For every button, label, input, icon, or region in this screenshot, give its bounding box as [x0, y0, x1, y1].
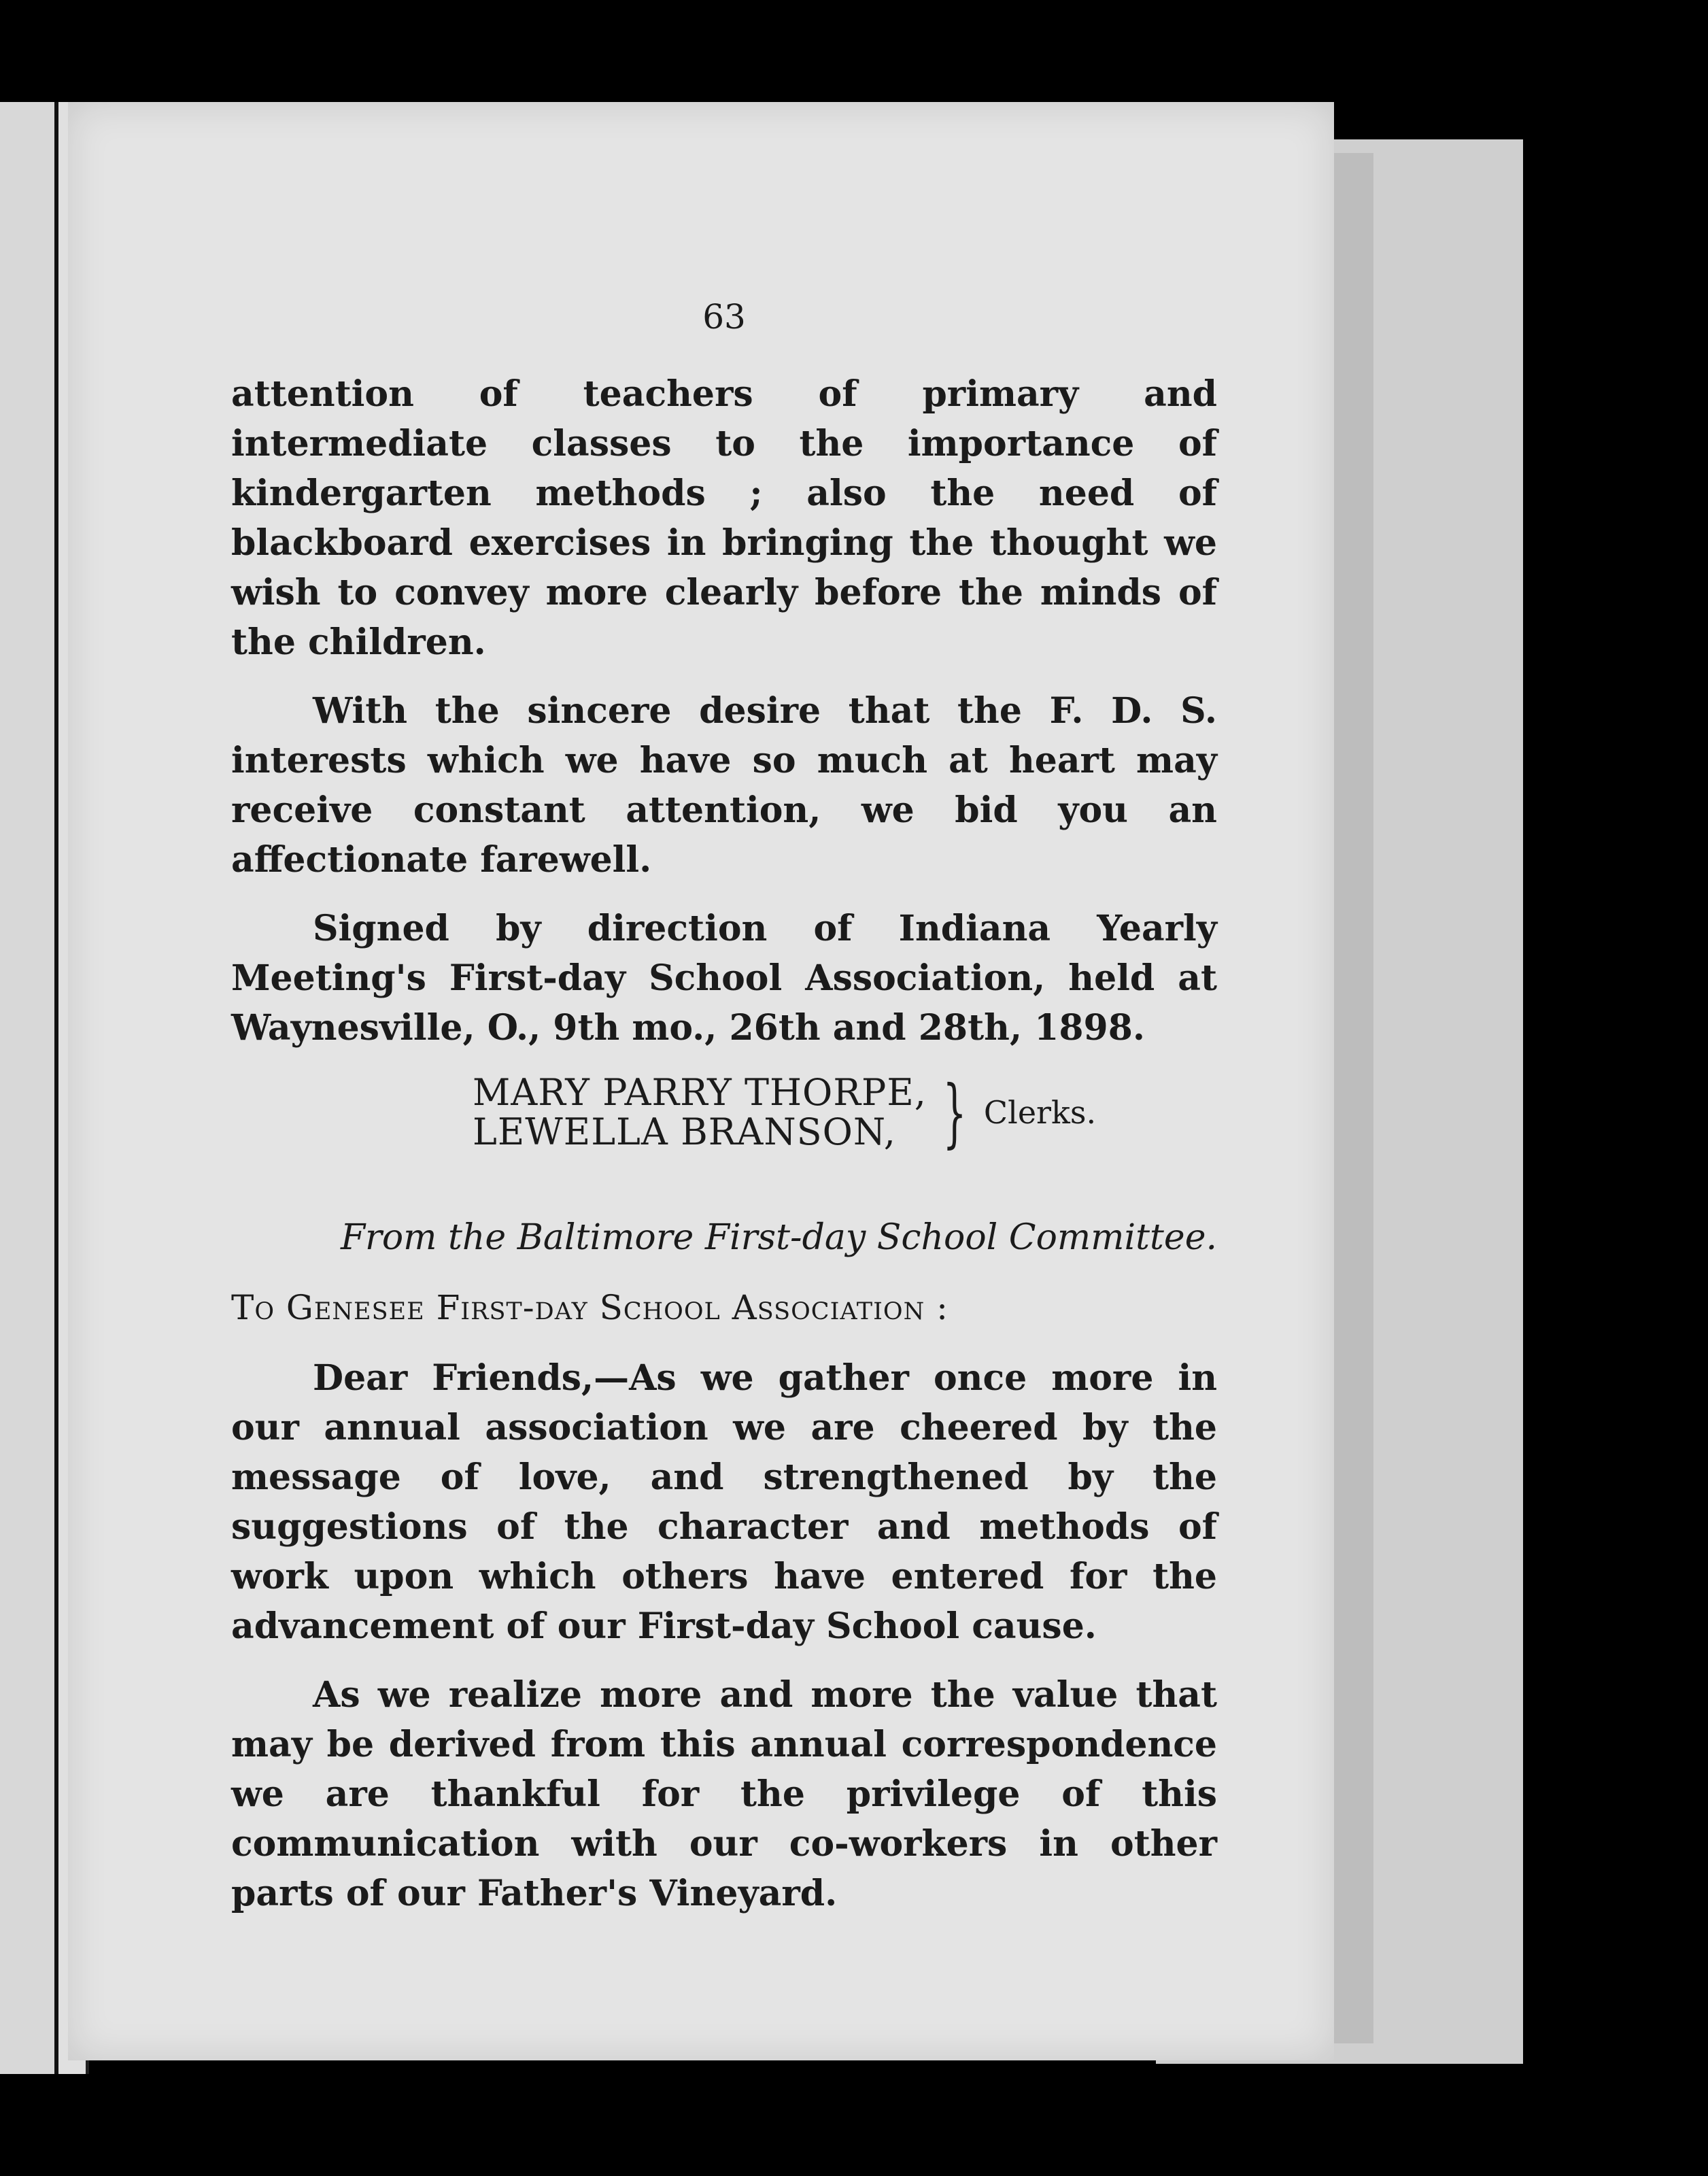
paragraph-farewell: With the sincere desire that the F. D. S. interests which we have so much at heart may receive constant attention, we bid you an affectionate farewell.: [231, 690, 1217, 881]
signatory-role: Clerks.: [983, 1094, 1097, 1131]
paragraph-continuation: attention of teachers of primary and intermediate classes to the importance of kindergarten methods ; also the need of blackboard exercises in bringing the thought we wish to convey more clearly before the minds of the children.: [231, 373, 1217, 663]
paragraph-dear-friends: Dear Friends,—As we gather once more in our annual association we are cheered by the message of love, and strengthened by the suggestions of the character and methods of work upon which others have entered for the advancement of our First-day School cause.: [231, 1357, 1217, 1647]
brace-glyph: }: [942, 1069, 967, 1156]
paragraph-correspondence: As we realize more and more the value that may be derived from this annual correspondence we are thankful for the privilege of this communication with our co-workers in other parts of our Father's Vineyard.: [231, 1674, 1217, 1914]
page-number: 63: [702, 297, 746, 337]
signature-block: [473, 1069, 1217, 1156]
signatory-name: MARY PARRY THORPE,: [473, 1071, 927, 1114]
signatory-names: [473, 1073, 927, 1152]
paragraph-signed: Signed by direction of Indiana Yearly Meeting's First-day School Association, held at Waynesville, O., 9th mo., 26th and 28th, 1898.: [231, 908, 1217, 1049]
page-content: [231, 292, 1217, 1937]
section-heading: From the Baltimore First-day School Committee.: [340, 1217, 1217, 1258]
salutation: To Genesee First-day School Association :: [231, 1288, 949, 1327]
left-page-edge: [0, 102, 54, 2074]
signatory-name: LEWELLA BRANSON,: [473, 1110, 896, 1153]
book-page: [68, 102, 1334, 2060]
back-page-shadow: [1333, 153, 1373, 2043]
